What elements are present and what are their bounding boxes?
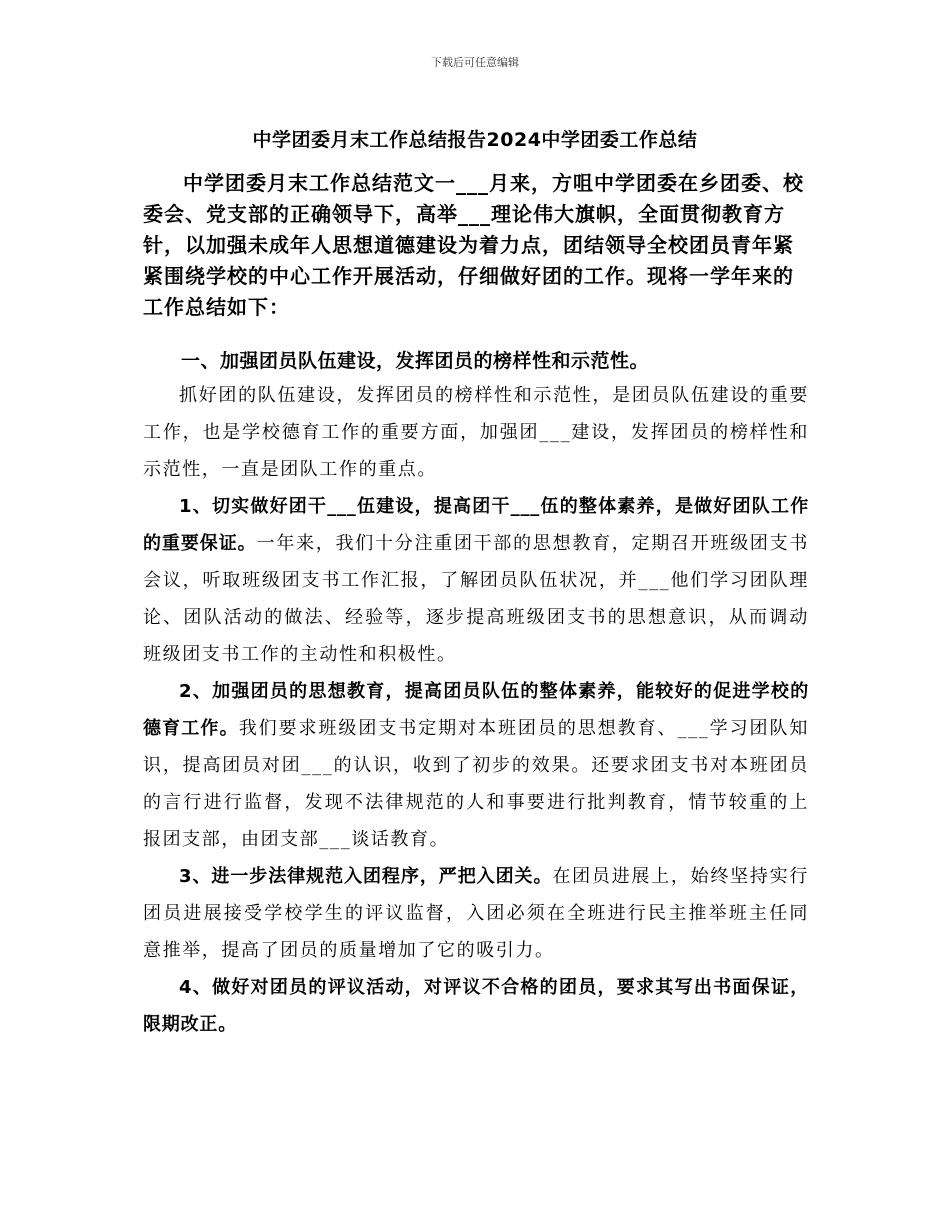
item-lead: 4、做好对团员的评议活动，对评议不合格的团员，要求其写出书面保证，限期改正。 — [143, 977, 809, 1035]
item-body: 一年来，我们十分注重团干部的思想教育，定期召开班级团支书会议，听取班级团支书工作汇报，了解团员队伍状况，并___他们学习团队理论、团队活动的做法、经验等，逐步提高班级团支书的思想意识，从而调动班级团支书工作的主动性和积极性。 — [143, 533, 809, 665]
item-lead: 3、进一步法律规范入团程序，严把入团关。 — [179, 866, 553, 887]
item-body: 在团员进展上，始终坚持实行团员进展接受学校学生的评议监督，入团必须在全班进行民主推举班主任同意推举，提高了团员的质量增加了它的吸引力。 — [143, 866, 809, 961]
item-lead: 2、加强团员的思想教育，提高团员队伍的整体素养，能较好的促进学校的德育工作。 — [143, 681, 809, 739]
section-paragraph: 抓好团的队伍建设，发挥团员的榜样性和示范性，是团员队伍建设的重要工作，也是学校德育工作的重要方面，加强团___建设，发挥团员的榜样性和示范性，一直是团队工作的重点。 — [143, 385, 809, 480]
document-title: 中学团委月末工作总结报告2024中学团委工作总结 — [252, 129, 698, 151]
item-body: 我们要求班级团支书定期对本班团员的思想教育、___学习团队知识，提高团员对团___的认识，收到了初步的效果。还要求团支书对本班团员的言行进行监督，发现不法律规范的人和事要进行批判教育，情节较重的上报团支部，由团支部___谈话教育。 — [143, 718, 809, 850]
list-item-1 — [143, 488, 809, 673]
list-item-2 — [143, 673, 809, 858]
intro-paragraph: 中学团委月末工作总结范文一___月来，方咀中学团委在乡团委、校委会、党支部的正确领导下，高举___理论伟大旗帜，全面贯彻教育方针，以加强未成年人思想道德建设为着力点，团结领导全校团员青年紧紧围绕学校的中心工作开展活动，仔细做好团的工作。现将一学年来的工作总结如下： — [143, 171, 804, 319]
section-heading-1: 一、加强团员队伍建设，发挥团员的榜样性和示范性。 — [181, 350, 650, 372]
item-lead: 1、切实做好团干___伍建设，提高团干___伍的整体素养，是做好团队工作的重要保证。 — [143, 496, 809, 554]
download-note: 下载后可任意编辑 — [431, 56, 519, 69]
document-body — [143, 168, 809, 1043]
list-item-4 — [143, 969, 809, 1043]
list-item-3 — [143, 858, 809, 969]
